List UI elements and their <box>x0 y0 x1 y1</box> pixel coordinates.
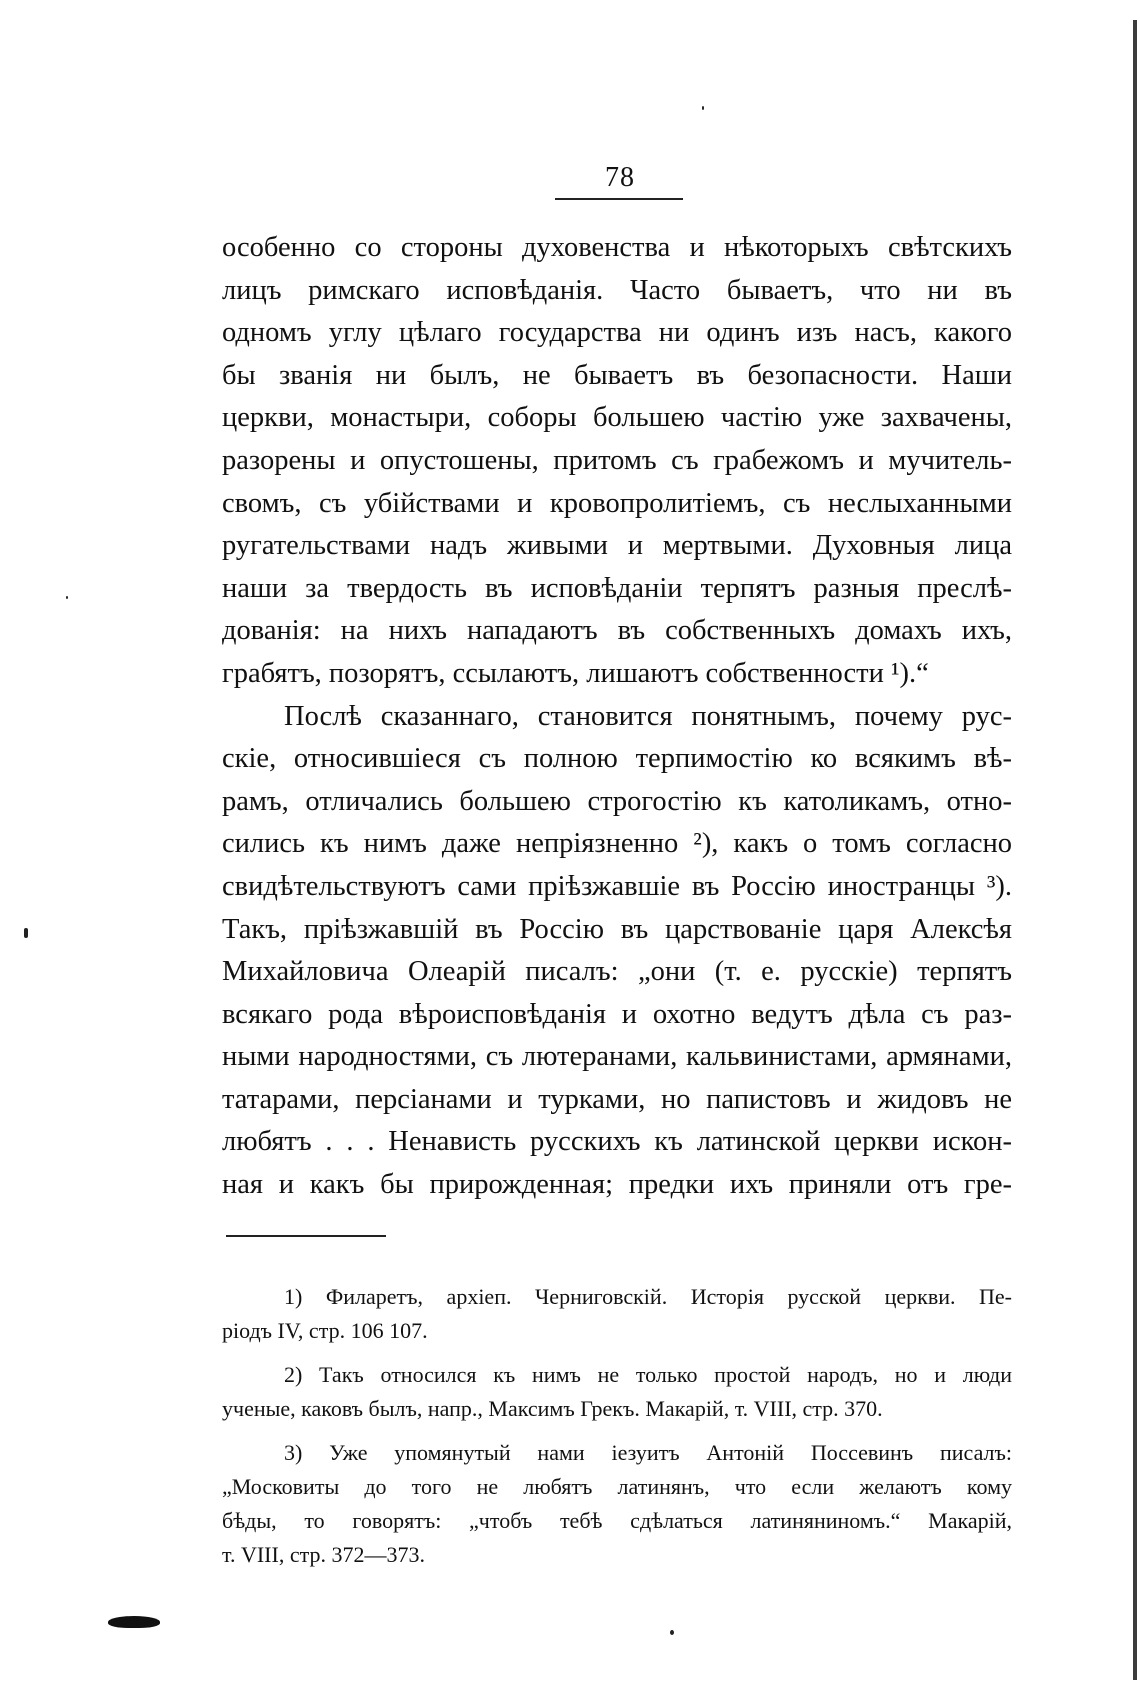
body-line: разорены и опустошены, притомъ съ грабежомъ и мучитель- <box>222 444 1012 476</box>
body-line: ная и какъ бы прирожденная; предки ихъ приняли отъ гре- <box>222 1169 1012 1201</box>
scan-speck <box>24 928 28 938</box>
body-line: сились къ нимъ даже непріязненно ²), какъ о томъ согласно <box>222 828 1012 860</box>
footnote-1-line: ріодъ IV, стр. 106 107. <box>222 1318 428 1343</box>
body-line: ругательствами надъ живыми и мертвыми. Духовныя лица <box>222 530 1012 562</box>
body-line: Такъ, пріѣзжавшій въ Россію въ царствованіе царя Алексѣя <box>222 913 1012 945</box>
body-line: бы званія ни былъ, не бываетъ въ безопасности. Наши <box>222 359 1012 391</box>
footnote-3-line: 3) Уже упомянутый нами іезуитъ Антоній Поссевинъ писалъ: <box>284 1440 1012 1465</box>
body-line: ными народностями, съ лютеранами, кальвинистами, армянами, <box>222 1041 1012 1073</box>
paragraph-start-line: Послѣ сказаннаго, становится понятнымъ, почему рус- <box>284 700 1012 732</box>
body-line: татарами, персіанами и турками, но папистовъ и жидовъ не <box>222 1083 1012 1115</box>
footnote-3-line: т. VIII, стр. 372—373. <box>222 1542 425 1567</box>
ink-blot <box>108 1616 160 1628</box>
body-line: свидѣтельствуютъ сами пріѣзжавшіе въ Россію иностранцы ³). <box>222 870 1012 902</box>
body-line: скіе, относившіеся съ полною терпимостію ко всякимъ вѣ- <box>222 743 1012 775</box>
footnote-2-line: 2) Такъ относился къ нимъ не только простой народъ, но и люди <box>284 1362 1012 1387</box>
body-line: особенно со стороны духовенства и нѣкоторыхъ свѣтскихъ <box>222 232 1012 263</box>
body-line: Михайловича Олеарій писалъ: „они (т. е. русскіе) терпятъ <box>222 956 1012 988</box>
page-edge-shadow <box>1133 20 1137 1680</box>
body-line: лицъ римскаго исповѣданія. Часто бываетъ, что ни въ <box>222 274 1012 306</box>
page-number-rule <box>555 198 683 200</box>
footnote-2-line: ученые, каковъ былъ, напр., Максимъ Грекъ. Макарій, т. VIII, стр. 370. <box>222 1396 883 1421</box>
footnote-3-line: бѣды, то говорятъ: „чтобъ тебѣ сдѣлаться латиняниномъ.“ Макарій, <box>222 1508 1012 1533</box>
body-line: грабятъ, позорятъ, ссылаютъ, лишаютъ собственности ¹).“ <box>222 657 929 689</box>
body-line: свомъ, съ убійствами и кровопролитіемъ, съ неслыханными <box>222 487 1012 519</box>
footnote-1-line: 1) Филаретъ, архіеп. Черниговскій. Исторія русской церкви. Пе- <box>284 1284 1012 1309</box>
scan-speck <box>66 596 68 599</box>
body-line: рамъ, отличались большею строгостію къ католикамъ, отно- <box>222 785 1012 817</box>
body-line: наши за твердость въ исповѣданіи терпятъ разныя преслѣ- <box>222 572 1012 604</box>
footnote-separator <box>226 1235 386 1237</box>
page-number: 78 <box>605 162 635 193</box>
body-line: всякаго рода вѣроисповѣданія и охотно ведутъ дѣла съ раз- <box>222 998 1012 1030</box>
body-line: любятъ . . . Ненависть русскихъ къ латинской церкви искон- <box>222 1126 1012 1158</box>
body-line: церкви, монастыри, соборы большею частію уже захвачены, <box>222 402 1012 434</box>
footnotes <box>222 1280 1012 1572</box>
body-line: дованія: на нихъ нападаютъ въ собственныхъ домахъ ихъ, <box>222 615 1012 647</box>
scan-speck <box>702 106 704 110</box>
scan-speck <box>670 1630 674 1635</box>
body-text <box>222 227 1012 1207</box>
footnote-3-line: „Московиты до того не любятъ латинянъ, что если желаютъ кому <box>222 1474 1012 1499</box>
body-line: одномъ углу цѣлаго государства ни одинъ изъ насъ, какого <box>222 317 1012 349</box>
